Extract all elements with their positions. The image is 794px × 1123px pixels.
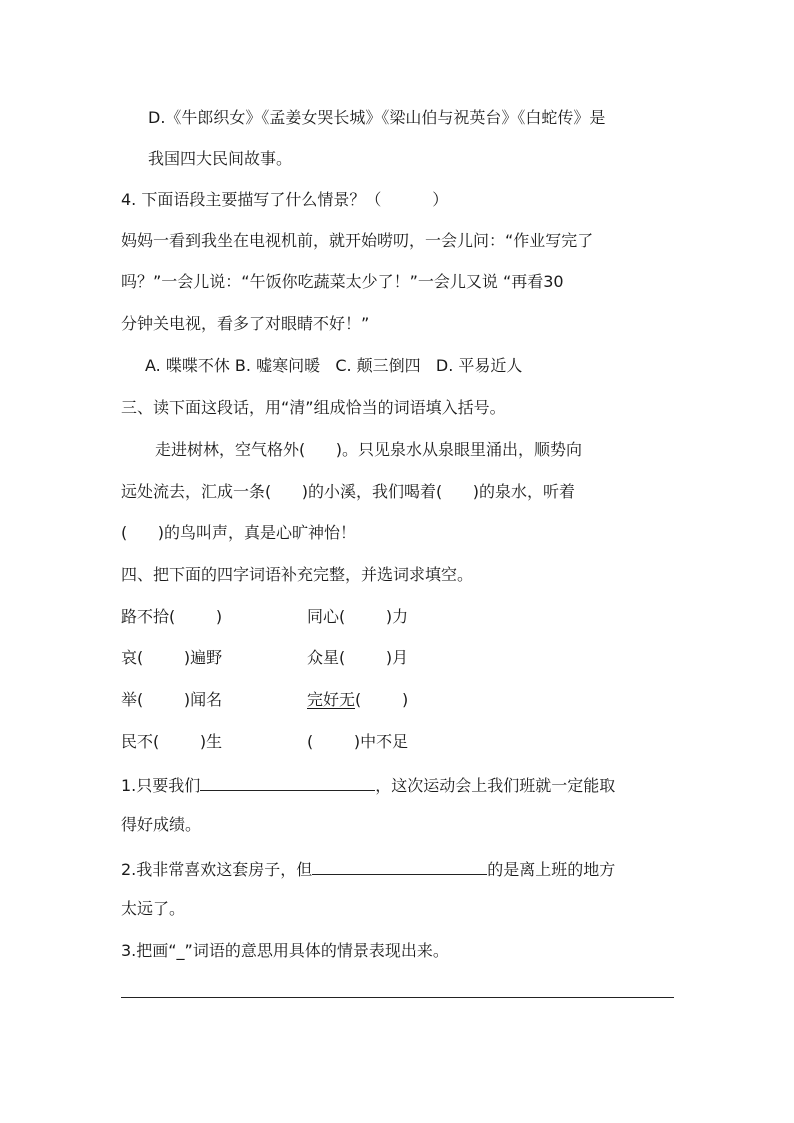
fill-question-1-prefix: 1.只要我们 — [121, 776, 201, 795]
option-d-line1: D.《牛郎织女》《孟姜女哭长城》《梁山伯与祝英台》《白蛇传》是 — [148, 108, 606, 127]
fill-blank-2[interactable] — [312, 856, 487, 875]
section-3-passage-line1: 走进树林，空气格外( )。只见泉水从泉眼里涌出，顺势向 — [155, 440, 583, 459]
fill-blank-1[interactable] — [200, 772, 375, 791]
question-4-passage-line1: 妈妈一看到我坐在电视机前，就开始唠叨，一会儿问：“作业写完了 — [121, 231, 594, 250]
fill-question-1 — [121, 772, 615, 794]
question-4-options: A. 喋喋不休 B. 嘘寒问暖 C. 颠三倒四 D. 平易近人 — [145, 356, 523, 375]
question-4-passage-line2: 吗？”一会儿说：“午饭你吃蔬菜太少了！”一会儿又说 “再看30 — [121, 272, 564, 291]
idiom-blank: 哀( )遍野 — [121, 648, 223, 667]
fill-question-3: 3.把画“_”词语的意思用具体的情景表现出来。 — [121, 941, 449, 960]
idiom-blank: 众星( )月 — [307, 648, 409, 667]
section-4-title: 四、把下面的四字词语补充完整，并选词求填空。 — [121, 565, 474, 584]
section-3-passage-line2: 远处流去，汇成一条( )的小溪，我们喝着( )的泉水，听着 — [121, 482, 576, 501]
idiom-blank-parens: ( ) — [355, 690, 409, 709]
fill-question-2-suffix: 的是离上班的地方 — [487, 860, 616, 879]
idiom-blank: ( )中不足 — [307, 732, 409, 751]
fill-question-1-line2: 得好成绩。 — [121, 815, 202, 834]
section-3-passage-line3: ( )的鸟叫声，真是心旷神怡！ — [121, 523, 357, 542]
section-3-title: 三、读下面这段话，用“清”组成恰当的词语填入括号。 — [121, 398, 506, 417]
idiom-blank: 民不( )生 — [121, 732, 223, 751]
fill-question-1-suffix: ，这次运动会上我们班就一定能取 — [375, 776, 616, 795]
question-4-title: 4. 下面语段主要描写了什么情景？（ ） — [121, 190, 449, 209]
question-4-passage-line3: 分钟关电视，看多了对眼睛不好！” — [121, 314, 370, 333]
answer-line[interactable] — [121, 997, 674, 998]
fill-question-2-line2: 太远了。 — [121, 899, 186, 918]
idiom-blank: 同心( )力 — [307, 607, 409, 626]
idiom-blank-underlined — [307, 689, 408, 711]
idiom-blank: 举( )闻名 — [121, 690, 223, 709]
underlined-idiom-text: 完好无 — [307, 690, 356, 709]
fill-question-2-prefix: 2.我非常喜欢这套房子，但 — [121, 860, 313, 879]
fill-question-2 — [121, 856, 615, 878]
idiom-blank: 路不拾( ) — [121, 607, 223, 626]
option-d-line2: 我国四大民间故事。 — [148, 149, 293, 168]
